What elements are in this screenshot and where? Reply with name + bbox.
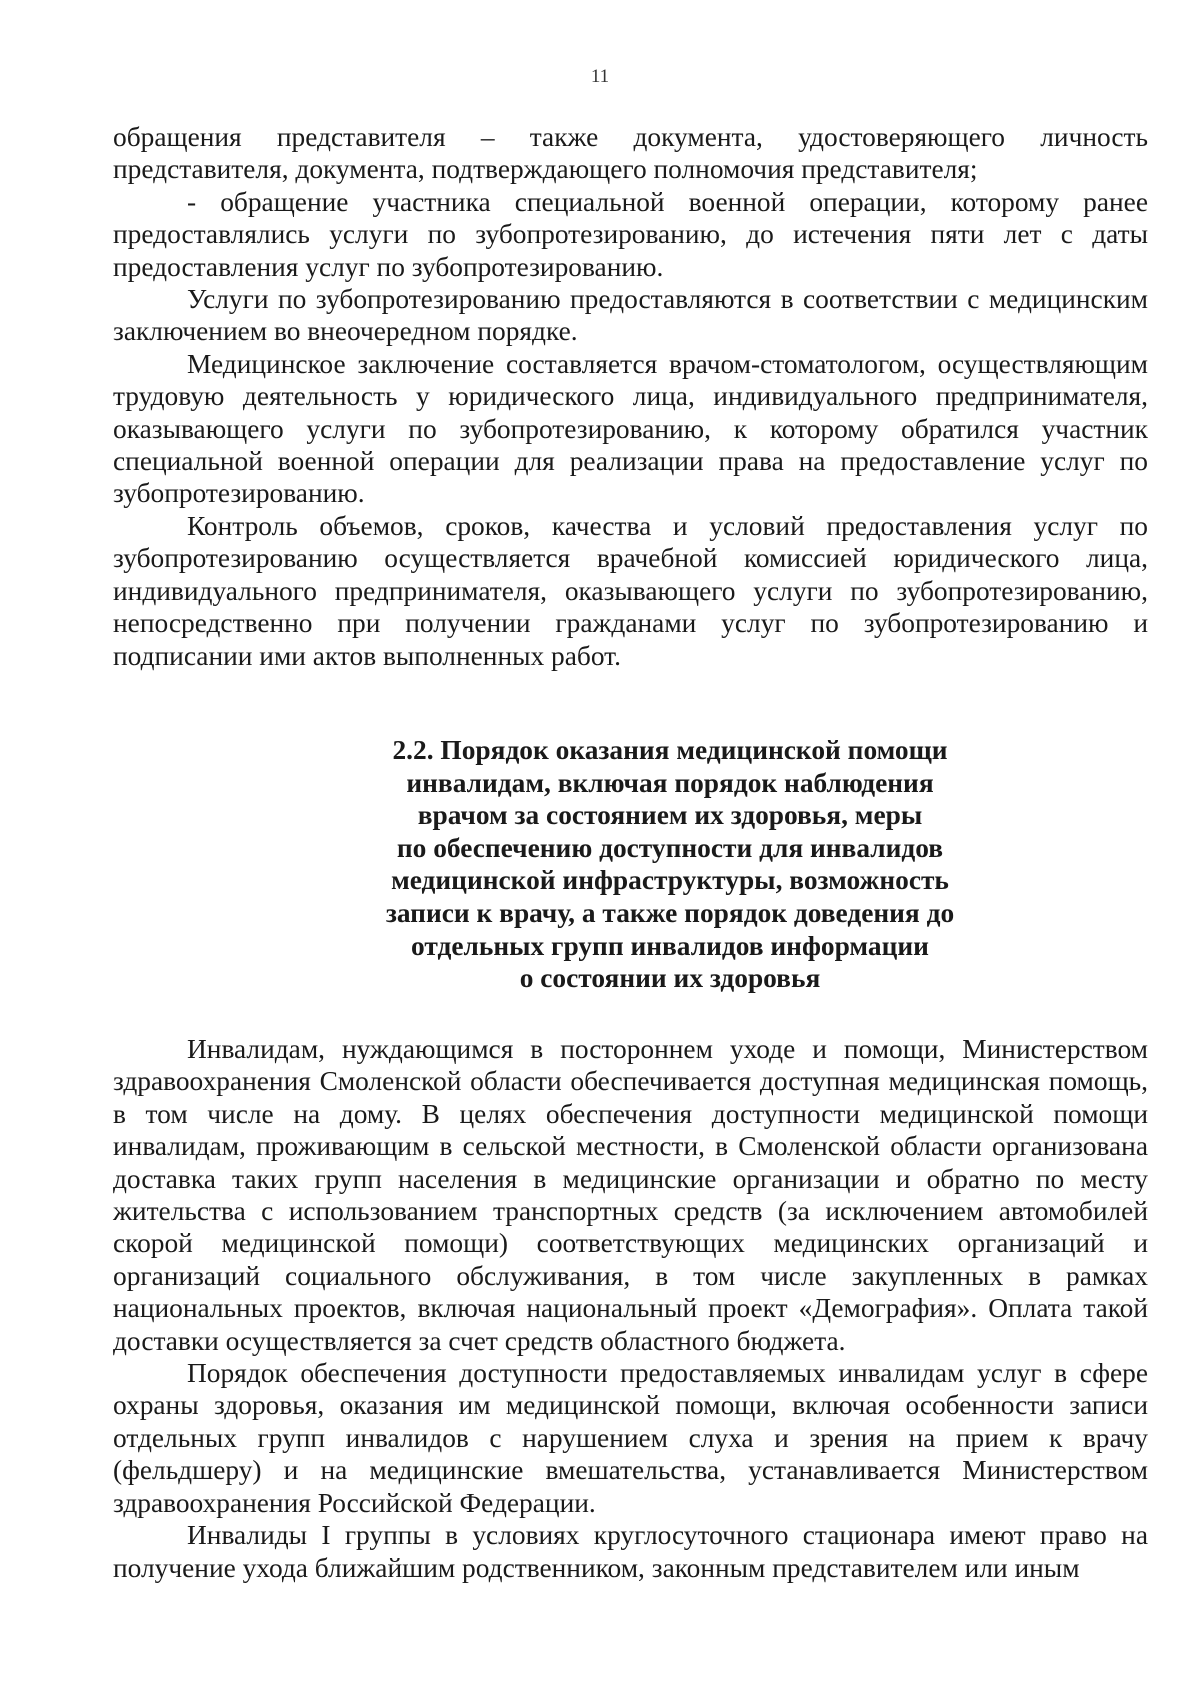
top-text-block xyxy=(113,121,1148,672)
paragraph-list-item: - обращение участника специальной военной операции, которому ранее предоставлялись услуги по зубопротезированию, до истечения пяти лет с даты предоставления услуг по зубопротезированию. xyxy=(113,186,1148,282)
bottom-text-block xyxy=(113,1033,1148,1584)
page-number: 11 xyxy=(590,66,610,87)
section-heading-line: инвалидам, включая порядок наблюдения xyxy=(406,767,934,798)
paragraph-continuation: обращения представителя – также документа, удостоверяющего личность представителя, документа, подтверждающего полномочия представителя; xyxy=(113,122,1148,185)
section-heading-line: о состоянии их здоровья xyxy=(519,963,821,994)
paragraph-accessibility-order: Порядок обеспечения доступности предоставляемых инвалидам услуг в сфере охраны здоровья, оказания им медицинской помощи, включая особенности записи отдельных групп инвалидов с нарушением слуха и зрения на прием к врачу (фельдшеру) и на медицинские вмешательства, устанавливается Министерством здравоохранения Российской Федерации. xyxy=(113,1358,1148,1518)
paragraph-disabled-care: Инвалидам, нуждающимся в постороннем уходе и помощи, Министерством здравоохранения Смоленской области обеспечивается доступная медицинская помощь, в том числе на дому. В целях обеспечения доступности медицинской помощи инвалидам, проживающим в сельской местности, в Смоленской области организована доставка таких групп населения в медицинские организации и обратно по месту жительства с использованием транспортных средств (за исключением автомобилей скорой медицинской помощи) соответствующих медицинских организаций и организаций социального обслуживания, в том числе закупленных в рамках национальных проектов, включая национальный проект «Демография». Оплата такой доставки осуществляется за счет средств областного бюджета. xyxy=(113,1034,1148,1356)
paragraph-control: Контроль объемов, сроков, качества и условий предоставления услуг по зубопротезированию осуществляется врачебной комиссией юридического лица, индивидуального предпринимателя, оказывающего услуги по зубопротезированию, непосредственно при получении гражданами услуг по зубопротезированию и подписании ими актов выполненных работ. xyxy=(113,510,1148,671)
section-heading-line: отдельных групп инвалидов информации xyxy=(411,930,929,961)
section-heading xyxy=(310,734,1030,995)
section-heading-line: 2.2. Порядок оказания медицинской помощи xyxy=(392,735,948,765)
section-heading-line: записи к врачу, а также порядок доведения до xyxy=(385,897,955,928)
paragraph-services: Услуги по зубопротезированию предоставляются в соответствии с медицинским заключением во внеочередном порядке. xyxy=(113,284,1148,347)
section-heading-line: по обеспечению доступности для инвалидов xyxy=(396,832,944,863)
paragraph-group-one: Инвалиды I группы в условиях круглосуточного стационара имеют право на получение ухода ближайшим родственником, законным представителем или иным xyxy=(113,1520,1148,1583)
section-heading-line: медицинской инфраструктуры, возможность xyxy=(391,865,949,896)
paragraph-medical-conclusion: Медицинское заключение составляется врачом-стоматологом, осуществляющим трудовую деятельность у юридического лица, индивидуального предпринимателя, оказывающего услуги по зубопротезированию, к которому обратился участник специальной военной операции для реализации права на предоставление услуг по зубопротезированию. xyxy=(113,348,1148,509)
section-heading-line: врачом за состоянием их здоровья, меры xyxy=(417,800,923,831)
